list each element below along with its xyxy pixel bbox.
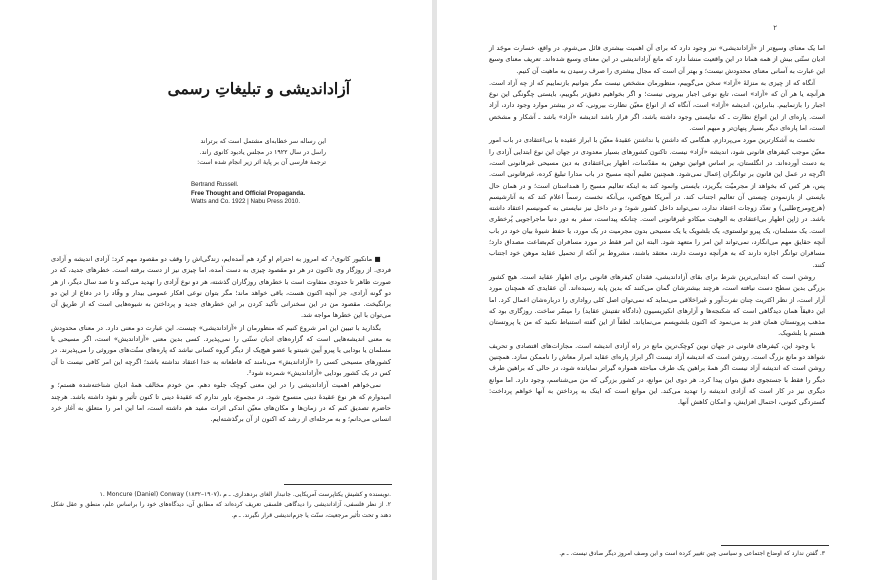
footnote: ۳. گفتن ندارد که اوضاع اجتماعی و سیاسی چین تغییر کرده است و این وصف امروز دیگر صادق نیست. ـ م. — [559, 550, 825, 557]
left-page — [0, 0, 432, 580]
left-body-text — [51, 254, 391, 425]
body-paragraph: نمی‌خواهم اهمیت آزاداندیشی را در این معنی کوچک جلوه دهم. من خودم مخالف همهٔ ادیان شناخته‌شده هستم؛ و امیدوارم که هر نوع عقیدهٔ دینی منسوخ شود. در مجموع، باور ندارم که عقیدهٔ دینی تا کنون تأثیر و نفوذ داشته باشد. هرچند حاضرم تصدیق کنم که در زمان‌ها و مکان‌های معیّن اندکی اثرات مفید هم داشته است، اما این امر را متعلق به آغاز خرد انسانی می‌دانم؛ و به مرحله‌ای از رشد که اکنون از آن برگذشته‌ایم. — [51, 381, 391, 424]
page-number: ۲ — [773, 24, 777, 32]
intro-note: این رساله سر خطابه‌ای مشتمل است که برتراند راسل در سال ۱۹۲۲ در مجلس یادبود کانوی راند. ترجمهٔ فارسی آن بر پایهٔ اثر زیر انجام شده است: — [197, 138, 326, 166]
body-paragraph: با وجود این، کیفرهای قانونی در جهان نوین کوچک‌ترین مانع در راه آزادی اندیشه است. مجازات‌های اقتصادی و تحریف شواهد دو مانع بزرگ است. روشن است که اندیشه آزاد نیست اگر ابراز پاره‌ای عقاید امرار معاش را ناممکن سازد. همچنین روشن است که اندیشه آزاد نیست اگر همهٔ براهین یک طرف مباحثه همواره گیراتر نمایانده شود، در حالی که براهین طرف دیگر را فقط با جستجوی دقیق بتوان پیدا کرد. هر دوی این موانع، در کشور بزرگی که من می‌شناسم، وجود دارد. اما موانع دیگری نیز در کار است که آزادی اندیشه را تهدید می‌کند. این موانع است که اینک به پرداختن به آنها خواهم پرداخت: گستردگی کنونی، احتمال افزایش، و امکان کاهش آنها. — [489, 341, 825, 407]
body-paragraph: آنگاه که از چیزی به منزلهٔ «آزاد» سخن می‌گوییم، منظورمان مشخص نیست مگر بتوانیم بازنماییم که از چه آزاد است. هرآنچه یا هر آن که «آزاد» است، تابع نوعی اجبار بیرونی نیست؛ و اگر بخواهیم دقیق‌تر بگوییم، بایستی چگونگی این نوع اجبار را بازنماییم. بنابراین، اندیشه «آزاد» است، آنگاه که از انواع معیّن نظارت بیرونی، که در بیشتر موارد وجود دارد، آزاد است. پاره‌ای از این انواع نظارت ـ که نبایستی وجود داشته باشد، اگر قرار باشد اندیشه «آزاد» باشد ـ آشکار و مشخص است، اما پاره‌ای دیگر بسیار پنهان‌تر و مبهم است. — [489, 78, 825, 133]
body-paragraph: ■ مانکیور کانوی¹، که امروز به احترام او گرد هم آمده‌ایم، زندگی‌اش را وقف دو مقصود مهم کرد: آزادی اندیشه و آزادی فردی. از روزگار وی تاکنون در هر دو مقصود چیزی به دست آمده، اما چیزی نیز از دست برفته است. خطرهای جدید، که در صورت ظاهر تا حدودی متفاوت است با خطرهای روزگاران گذشته، هر دو نوع آزادی را تهدید می‌کند و تا صد سال دیگر، از هر دو گونه آزادی، جز آنچه اکنون هست، باقی خواهد ماند؛ مگر بتوان نوعی افکار عمومی بیدار و وقّاد را در دفاع از این دو برانگیخت. مقصود من در این سخنرانی تأکید کردن بر این خطرهای جدید و پرداختن به شیوه‌هایی است که از طریق آن می‌توان با این خطرها مواجه شد. — [51, 255, 391, 320]
footnotes — [51, 490, 391, 521]
source-credits — [191, 181, 371, 207]
credit-work: Free Thought and Official Propaganda. — [191, 189, 306, 197]
body-paragraph: روشن است که ابتدایی‌ترین شرط برای بقای آزاداندیشی، فقدان کیفرهای قانونی برای اظهار عقاید است. هیچ کشور بزرگی بدین سطح دست نیافته است، هرچند بیشترشان گمان می‌کنند که بدین پایه رسیده‌اند. آن عقایدی که همچنان مورد آزار است، از نظر اکثریت چنان نفرت‌آور و غیراخلاقی می‌نماید که نمی‌توان اصل کلی رواداری را درباره‌شان اعمال کرد. اما این دقیقاً همان دیدگاهی است که شکنجه‌ها و آزارهای انکیزیسیون (دادگاه تفتیش عقاید) را میسّر ساخت. روزگاری بود که مذهب پروتستان همان قدر بد می‌نمود که اکنون بلشویسم می‌نمایاند. لطفاً از این گفته استنباط نکنید که من یا پروتستان هستم یا بلشویک. — [489, 272, 825, 338]
credit-author: Bertrand Russell. — [191, 181, 239, 188]
body-paragraph: بگذارید با تبیین این امر شروع کنیم که منظورمان از «آزاداندیشی» چیست. این عبارت دو معنی دارد. در معنای محدودش به معنی اندیشه‌هایی است که گزاره‌های ادیان سنّتی را نمی‌پذیرد. کسی بدین معنی «آزاداندیش» است، اگر مسیحی یا مسلمان یا بودایی یا پیرو آیین شینتو یا عضو هیچ‌یک از دیگر گروه کسانی نباشد که پاره‌های سنّت‌های موروثی را می‌پذیرند. در کشورهای مسیحی کسی را «آزاداندیش» می‌نامند که قاطعانه به خدا اعتقاد نداشته باشد؛ اگرچه این امر کافی نیست تا آن کس در یک کشور بودایی «آزاداندیش» شمرده شود². — [51, 323, 391, 377]
footnote-divider — [721, 545, 829, 546]
footnote: ۲. از نظر فلسفی، آزاداندیشی را دیدگاهی فلسفی تعریف کرده‌اند که مطابق آن، دیدگاه‌های خود را براساس علم، منطق و عقل شکل دهند و تحت تأثیر مرجعیت، سنّت یا جزم‌اندیشی قرار نگیرند. ـ م. — [51, 501, 391, 519]
body-paragraph: نخست به آشکارترین مورد می‌پردازم. هنگامی که داشتن یا نداشتن عقیدهٔ معیّن با ابراز عقیده یا بی‌اعتقادی در باب امور معیّن موجب کیفرهای قانونی شود، اندیشه «آزاد» نیست. تاکنون کشورهای بسیار معدودی در جهان این نوع ابتدایی آزادی را به دست آورده‌اند. در انگلستان، بر اساس قوانین توهین به مقدّسات، اظهار بی‌اعتقادی به دین مسیحی غیرقانونی است، اگرچه در عمل این قانون بر توانگران اِعمال نمی‌شود. همچنین تعلیم آنچه مسیح در باب مدارا تبلیغ کرده، غیرقانونی است. پس، هر کس که بخواهد از مجرمیّت بگریزد، بایستی وانمود کند به اینکه تعالیم مسیح را همداستان است؛ و در همان حال بایستی از بازنمودن چیستی آن تعالیم اجتناب کند. در آمریکا هیچ‌کس، بی‌آنکه نخست رسماً اعلام کند که به آنارشیسم (هرج‌ومرج‌طلبی) و تعدّد زوجات اعتقاد ندارد، نمی‌تواند داخل کشور شود؛ و در داخل نیز نبایستی به کمونیسم اعتقاد داشته باشد. در ژاپن اظهار بی‌اعتقادی به الوهیت میکادو غیرقانونی است. چنانکه پیداست، سفر به دور دنیا ماجراجویی پُرخطری است. یک مسلمان، یک پیرو تولستوی، یک بلشویک یا یک مسیحی بدون مجرمیت در یک مورد، یا حفظ شیوهٔ بیان خود در باب آنچه حقایق مهم می‌انگارد، نمی‌تواند این امر را متعهد شود. البته این امر فقط در مورد مسافران کم‌بضاعت مصداق دارد؛ مسافران توانگر اجازه دارند که به هرآنچه دوست دارند، معتقد باشند، مشروط بر آنکه از تحمیل عقاید موهن خود اجتناب کنند. — [489, 136, 825, 269]
body-paragraph: اما یک معنای وسیع‌تر از «آزاداندیشی» نیز وجود دارد که برای آن اهمیت بیشتری قائل می‌شوم. در واقع، خسارت موجَد از ادیان سنّتی بیش از همه همانا در این واقعیت منشأ دارد که مانع آزاداندیشی در این معنای وسیع شده‌اند. تعریف معنای وسیع این عبارت به آسانی معنای محدودش نیست؛ و بهتر آن است که مجال بیشتری را صرف رسیدن به ماهیت آن کنیم. — [489, 44, 825, 75]
page-title: آزاداندیشی و تبلیغاتِ رسمی — [167, 79, 350, 98]
credit-publisher: Watts and Co. 1922 | Nabu Press 2010. — [191, 198, 301, 206]
footnote: ۱. Moncure (Daniel) Conway (۱۸۳۲–۱۹۰۷)، نویسنده و کشیش یکتاپرست آمریکایی. جانبدار الغای بردهداری. ـ م. — [99, 491, 391, 498]
right-body-text — [489, 43, 825, 409]
footnote-divider — [284, 484, 392, 485]
right-page — [437, 0, 869, 580]
footnotes — [489, 549, 825, 558]
